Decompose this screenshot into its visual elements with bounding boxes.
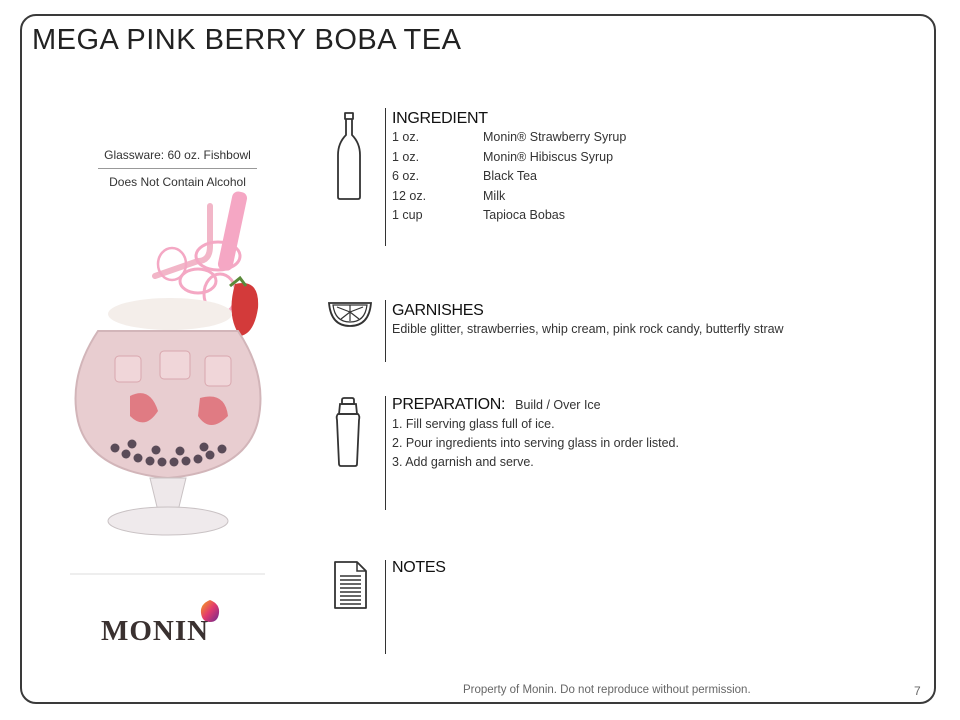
preparation-steps (392, 417, 679, 474)
shaker-icon (333, 396, 363, 468)
ingredient-name: Monin® Strawberry Syrup (483, 130, 627, 144)
monin-logo-text: MONIN (101, 615, 210, 647)
ingredient-row (392, 208, 626, 228)
garnish-divider (385, 300, 386, 362)
glassware-divider (98, 168, 257, 169)
drink-photo (60, 186, 275, 578)
ingredient-amount: 1 oz. (392, 130, 420, 144)
ingredient-amount: 1 oz. (392, 149, 420, 164)
page-number: 7 (914, 684, 921, 698)
monin-logo (98, 598, 258, 650)
ingredient-row (392, 169, 626, 189)
ingredient-amount: 1 cup (392, 208, 423, 222)
ingredient-name: Tapioca Bobas (483, 208, 566, 222)
ingredient-row (392, 150, 626, 170)
ingredient-list (392, 130, 626, 228)
ingredient-name: Black Tea (483, 169, 537, 183)
preparation-step: 2. Pour ingredients into serving glass in order listed. (392, 436, 679, 450)
ingredient-name: Monin® Hibiscus Syrup (483, 149, 614, 164)
notes-heading: NOTES (392, 559, 446, 576)
ingredient-amount: 12 oz. (392, 188, 427, 203)
preparation-divider (385, 396, 386, 510)
preparation-method: Build / Over Ice (515, 398, 601, 412)
page-title: MEGA PINK BERRY BOBA TEA (32, 24, 462, 56)
lemon-slice-icon (327, 300, 373, 328)
document-icon (332, 560, 368, 610)
preparation-step: 1. Fill serving glass full of ice. (392, 417, 555, 431)
preparation-heading (392, 396, 601, 414)
notes-divider (385, 560, 386, 654)
footer-disclaimer: Property of Monin. Do not reproduce without permission. (463, 684, 751, 696)
glassware-label: Glassware: 60 oz. Fishbowl (104, 148, 251, 162)
ingredient-heading: INGREDIENT (392, 110, 488, 127)
alcohol-note: Does Not Contain Alcohol (109, 175, 246, 189)
ingredient-row (392, 189, 626, 209)
bottle-icon (334, 111, 364, 201)
garnishes-text: Edible glitter, strawberries, whip cream, pink rock candy, butterfly straw (392, 322, 784, 336)
ingredient-name: Milk (483, 188, 506, 203)
ingredient-amount: 6 oz. (392, 169, 420, 183)
ingredient-row (392, 130, 626, 150)
preparation-title: PREPARATION: (392, 396, 506, 413)
ingredient-divider (385, 108, 386, 246)
preparation-step: 3. Add garnish and serve. (392, 455, 534, 469)
garnishes-heading: GARNISHES (392, 302, 484, 319)
